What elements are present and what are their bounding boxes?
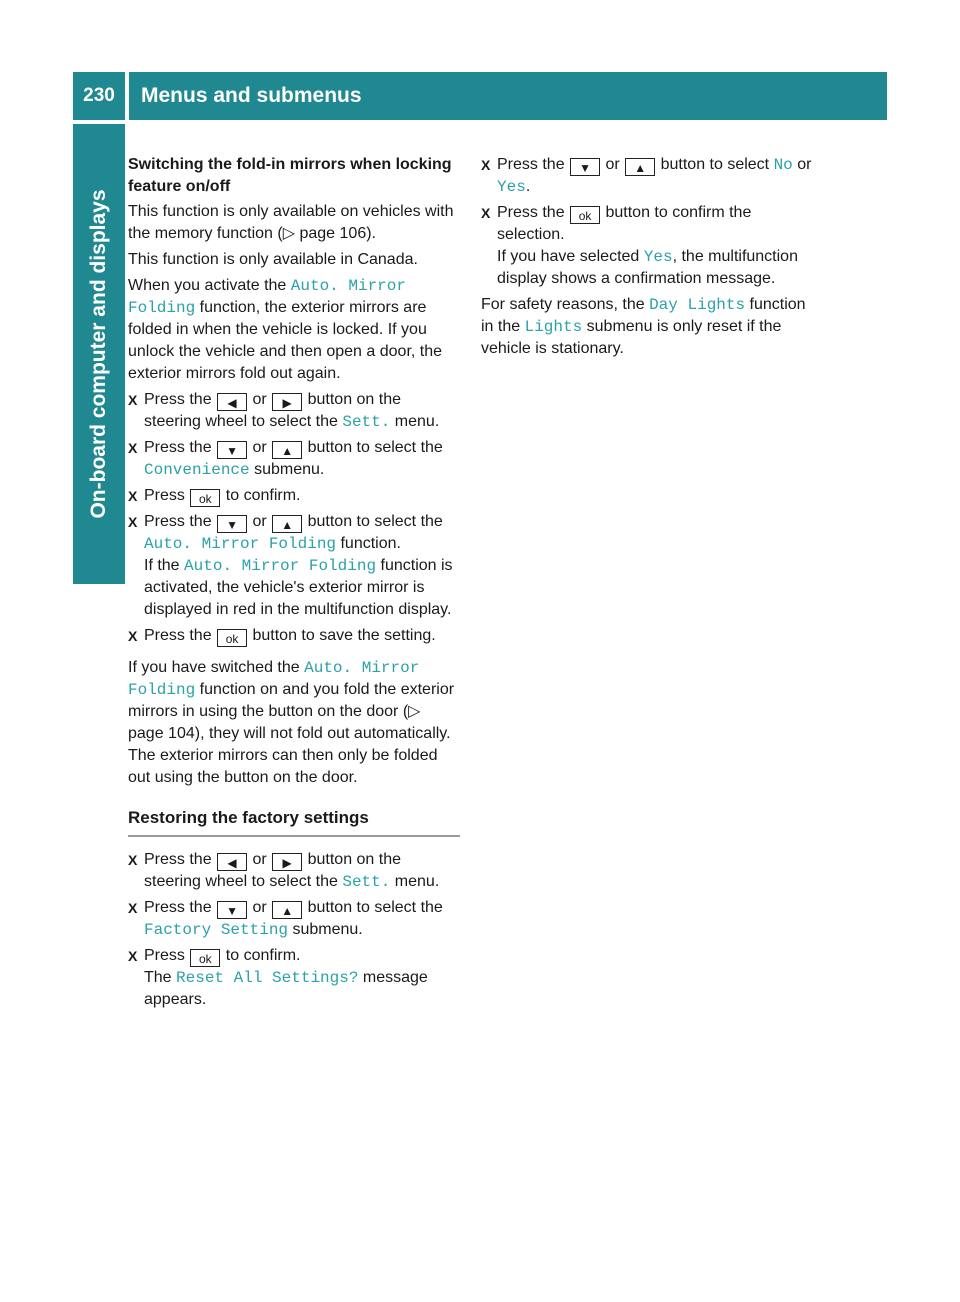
page-title: Menus and submenus	[129, 72, 887, 120]
ok-key-icon: ok	[190, 949, 220, 967]
left-arrow-key-icon: ◀	[217, 393, 247, 411]
up-arrow-key-icon: ▲	[272, 901, 302, 919]
step-item: X Press ok to confirm.	[128, 485, 460, 507]
step-item: X Press ok to confirm. The Reset All Settings? message appears.	[128, 945, 460, 1011]
step-item: X Press the ok button to confirm the selection. If you have selected Yes, the multifunction display shows a confirmation message.	[481, 202, 819, 290]
up-arrow-key-icon: ▲	[272, 515, 302, 533]
left-column	[128, 154, 460, 1015]
section-heading: Switching the fold-in mirrors when locking feature on/off	[128, 156, 452, 195]
ok-key-icon: ok	[190, 489, 220, 507]
down-arrow-key-icon: ▼	[570, 158, 600, 176]
down-arrow-key-icon: ▼	[217, 515, 247, 533]
up-arrow-key-icon: ▲	[625, 158, 655, 176]
right-arrow-key-icon: ▶	[272, 393, 302, 411]
step-item: X Press the ◀ or ▶ button on the steering wheel to select the Sett. menu.	[128, 389, 460, 433]
left-arrow-key-icon: ◀	[217, 853, 247, 871]
step-item: X Press the ▼ or ▲ button to select No or Yes.	[481, 154, 819, 198]
down-arrow-key-icon: ▼	[217, 901, 247, 919]
step-item: X Press the ▼ or ▲ button to select the Convenience submenu.	[128, 437, 460, 481]
step-item: X Press the ok button to save the setting.	[128, 625, 460, 647]
section-heading-factory: Restoring the factory settings	[128, 807, 460, 837]
step-item: X Press the ▼ or ▲ button to select the Auto. Mirror Folding function. If the Auto. Mirror Folding function is activated, the vehicle's exterior mirror is displayed in red in the multifunction display.	[128, 511, 460, 621]
down-arrow-key-icon: ▼	[217, 441, 247, 459]
ok-key-icon: ok	[217, 629, 247, 647]
paragraph: For safety reasons, the Day Lights function in the Lights submenu is only reset if the vehicle is stationary.	[481, 296, 806, 357]
right-column	[481, 154, 819, 364]
right-arrow-key-icon: ▶	[272, 853, 302, 871]
page-number: 230	[73, 72, 125, 120]
ok-key-icon: ok	[570, 206, 600, 224]
paragraph: When you activate the Auto. Mirror Folding function, the exterior mirrors are folded in when the vehicle is locked. If you unlock the vehicle and then open a door, the exterior mirrors fold out again.	[128, 277, 443, 382]
side-label: On-board computer and displays	[87, 189, 110, 519]
paragraph: This function is only available on vehicles with the memory function (▷ page 106).	[128, 203, 454, 242]
up-arrow-key-icon: ▲	[272, 441, 302, 459]
step-item: X Press the ◀ or ▶ button on the steering wheel to select the Sett. menu.	[128, 849, 460, 893]
paragraph: This function is only available in Canada.	[128, 251, 418, 268]
paragraph: If you have switched the Auto. Mirror Folding function on and you fold the exterior mirrors in using the button on the door (▷ page 104), they will not fold out automatically. The exterior mirrors can then only be folded out using the button on the door.	[128, 659, 455, 786]
step-item: X Press the ▼ or ▲ button to select the Factory Setting submenu.	[128, 897, 460, 941]
